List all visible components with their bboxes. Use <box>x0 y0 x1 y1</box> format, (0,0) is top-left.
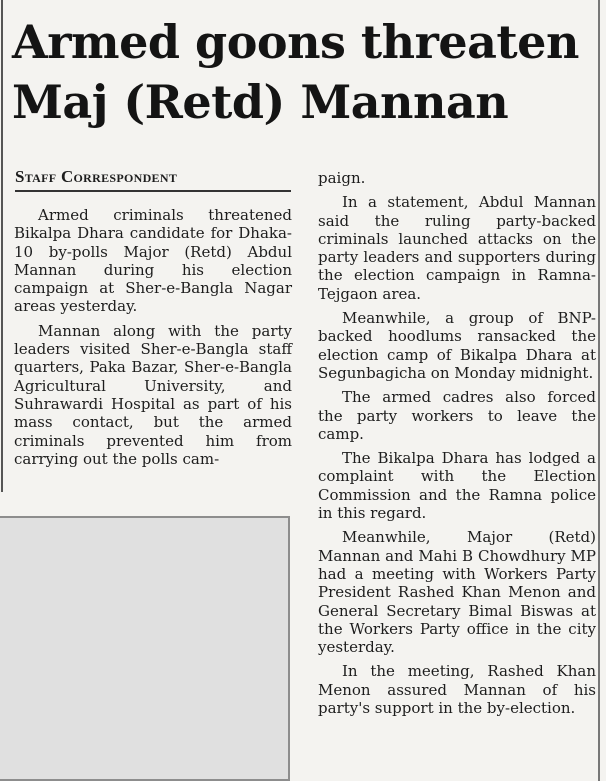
article-column-one <box>14 206 292 474</box>
right-column-rule <box>598 0 600 781</box>
paragraph: Meanwhile, a group of BNP-backed hoodlums ransacked the election camp of Bikalpa Dhara at Segunbagicha on Monday midnight. <box>318 309 596 382</box>
byline: Staff Correspondent <box>15 168 291 192</box>
paragraph: Mannan along with the party leaders visited Sher-e-Bangla staff quarters, Paka Bazar, Sher-e-Bangla Agricultural University, and Suhrawardi Hospital as part of his mass contact, but the armed criminals prevented him from carrying out the polls cam- <box>14 321 292 468</box>
paragraph: Meanwhile, Major (Retd) Mannan and Mahi B Chowdhury MP had a meeting with Workers Party President Rashed Khan Menon and General Secretary Bimal Biswas at the Workers Party office in the city yesterday. <box>318 528 596 657</box>
paragraph: The Bikalpa Dhara has lodged a complaint with the Election Commission and the Ramna police in this regard. <box>318 449 596 523</box>
paragraph: Armed criminals threatened Bikalpa Dhara candidate for Dhaka-10 by-polls Major (Retd) Abdul Mannan during his election campaign at Sher-e-Bangla Nagar areas yesterday. <box>14 206 292 316</box>
left-column-rule <box>1 0 3 492</box>
photo-placeholder <box>0 516 290 781</box>
paragraph: In the meeting, Rashed Khan Menon assured Mannan of his party's support in the by-election. <box>318 662 596 718</box>
article-column-two <box>318 169 596 723</box>
paragraph: In a statement, Abdul Mannan said the ruling party-backed criminals launched attacks on the party leaders and supporters during the election campaign in Ramna-Tejgaon area. <box>318 193 596 303</box>
headline: Armed goons threaten Maj (Retd) Mannan <box>12 15 579 129</box>
paragraph: paign. <box>318 169 366 187</box>
paragraph: The armed cadres also forced the party workers to leave the camp. <box>318 388 596 443</box>
